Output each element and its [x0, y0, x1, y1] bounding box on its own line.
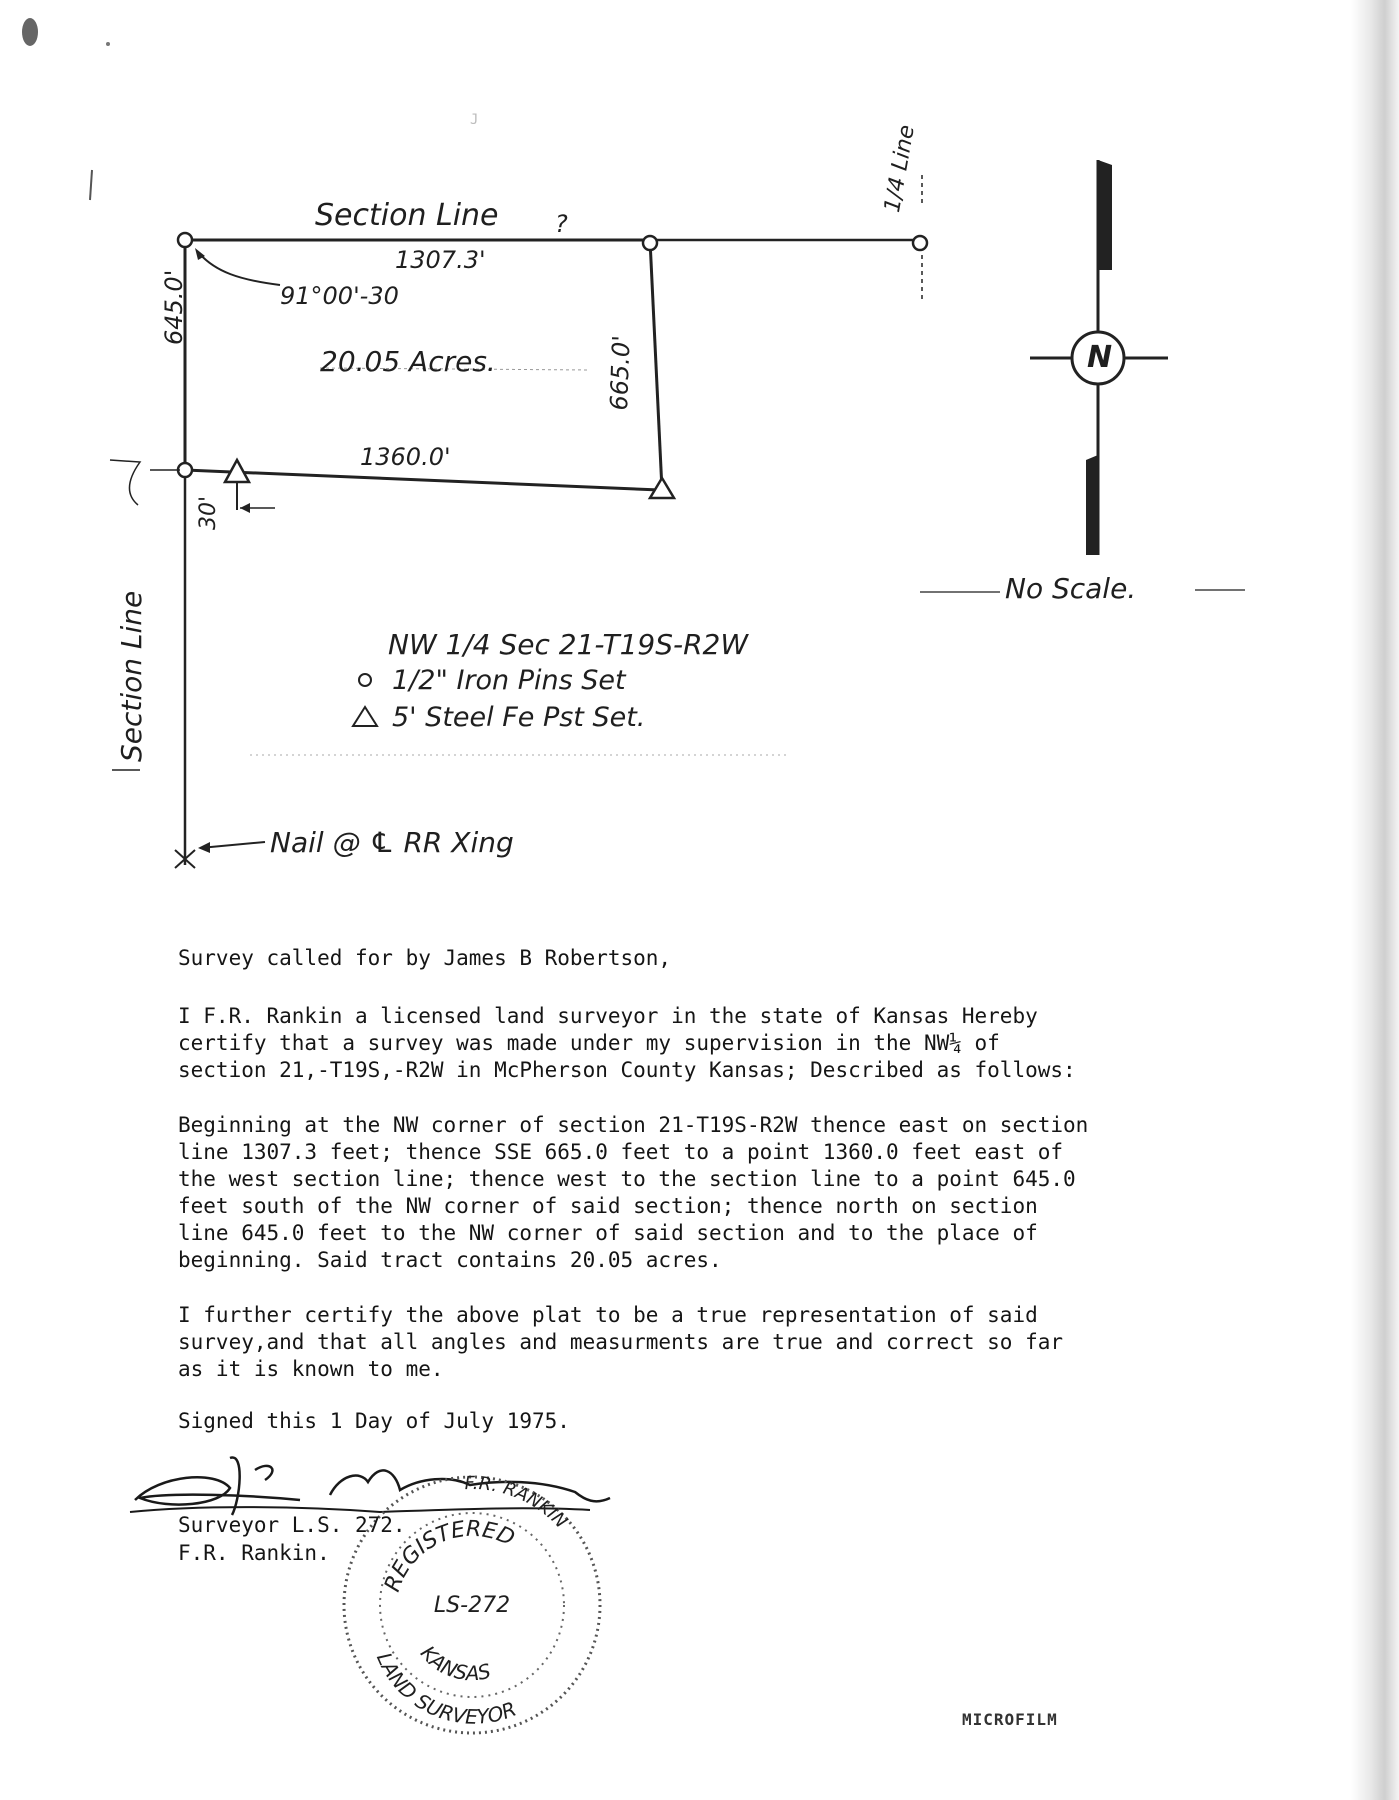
further-certification-line: survey,and that all angles and measurments are true and correct so far — [178, 1330, 1064, 1354]
seal-license-number: LS-272 — [433, 1593, 511, 1618]
description-line: line 1307.3 feet; thence SSE 665.0 feet to a point 1360.0 feet east of — [178, 1140, 1064, 1164]
iron-pin-quarter-corner — [913, 236, 927, 250]
offset-label: 30' — [196, 495, 221, 530]
scan-speck — [22, 18, 38, 46]
signed-date: Signed this 1 Day of July 1975. — [178, 1409, 570, 1433]
section-line-top-mark: ? — [555, 210, 568, 238]
description-line: the west section line; thence west to the section line to a point 645.0 — [178, 1167, 1076, 1191]
north-symbol: N — [1087, 340, 1113, 375]
surveyor-name: F.R. Rankin. — [178, 1541, 330, 1565]
seal-state-text: KANSAS — [415, 1640, 493, 1686]
iron-pin-ne-corner — [643, 236, 657, 250]
legend-circle-icon — [359, 674, 371, 686]
offset-arrowhead — [240, 503, 250, 513]
left-distance-label: 645.0' — [160, 269, 188, 345]
seal-top-text: REGISTERED — [380, 1516, 519, 1596]
section-line-callout — [110, 460, 140, 505]
south-boundary-line — [185, 470, 660, 490]
legend-circle-label: 1/2" Iron Pins Set — [392, 665, 626, 696]
description-line: line 645.0 feet to the NW corner of said section and to the place of — [178, 1221, 1038, 1245]
north-arrow-shaft-lower — [1086, 455, 1098, 555]
scan-speck — [106, 42, 110, 46]
certification-line: I F.R. Rankin a licensed land surveyor in the state of Kansas Hereby — [178, 1004, 1038, 1028]
description-line: beginning. Said tract contains 20.05 acres. — [178, 1248, 722, 1272]
acreage-label: 20.05 Acres. — [320, 345, 496, 378]
legend-triangle-icon — [353, 707, 377, 726]
location-label: NW 1/4 Sec 21-T19S-R2W — [388, 628, 749, 661]
seal-name-text: F.R. RANKIN — [464, 1472, 572, 1533]
survey-called-for: Survey called for by James B Robertson, — [178, 946, 672, 970]
further-certification-line: I further certify the above plat to be a true representation of said — [178, 1303, 1038, 1327]
section-line-left-label: Section Line — [115, 590, 148, 762]
angle-label: 91°00'-30 — [280, 282, 399, 310]
top-distance-label: 1307.3' — [395, 246, 486, 274]
section-line-top-label: Section Line — [315, 198, 499, 233]
faint-header-mark: J — [470, 112, 479, 128]
bottom-distance-label: 1360.0' — [360, 443, 451, 471]
further-certification-line: as it is known to me. — [178, 1357, 444, 1381]
description-line: feet south of the NW corner of said section; thence north on section — [178, 1194, 1038, 1218]
iron-pin-sw-corner — [178, 463, 192, 477]
certification-line: section 21,-T19S,-R2W in McPherson County Kansas; Described as follows: — [178, 1058, 1076, 1082]
surveyor-title: Surveyor L.S. 272. — [178, 1513, 406, 1537]
description-line: Beginning at the NW corner of section 21-T19S-R2W thence east on section — [178, 1113, 1089, 1137]
steel-post-se-corner — [650, 478, 674, 498]
legend-triangle-label: 5' Steel Fe Pst Set. — [392, 702, 646, 733]
angle-arrow — [198, 252, 280, 285]
nail-arrowhead — [198, 842, 210, 853]
scan-mark — [90, 170, 92, 200]
microfilm-stamp: MICROFILM — [962, 1710, 1058, 1729]
scale-note: No Scale. — [1005, 572, 1137, 605]
east-boundary-line — [650, 240, 662, 490]
certification-line: certify that a survey was made under my supervision in the NW¼ of — [178, 1031, 1000, 1055]
iron-pin-nw-corner — [178, 233, 192, 247]
north-arrow-shaft-upper — [1098, 160, 1112, 270]
seal-bottom-text: LAND SURVEYOR — [371, 1648, 520, 1729]
signature — [135, 1477, 300, 1504]
nail-note: Nail @ ℄ RR Xing — [270, 826, 514, 859]
quarter-line-label: 1/4 Line — [880, 123, 920, 215]
right-distance-label: 665.0' — [605, 334, 636, 411]
